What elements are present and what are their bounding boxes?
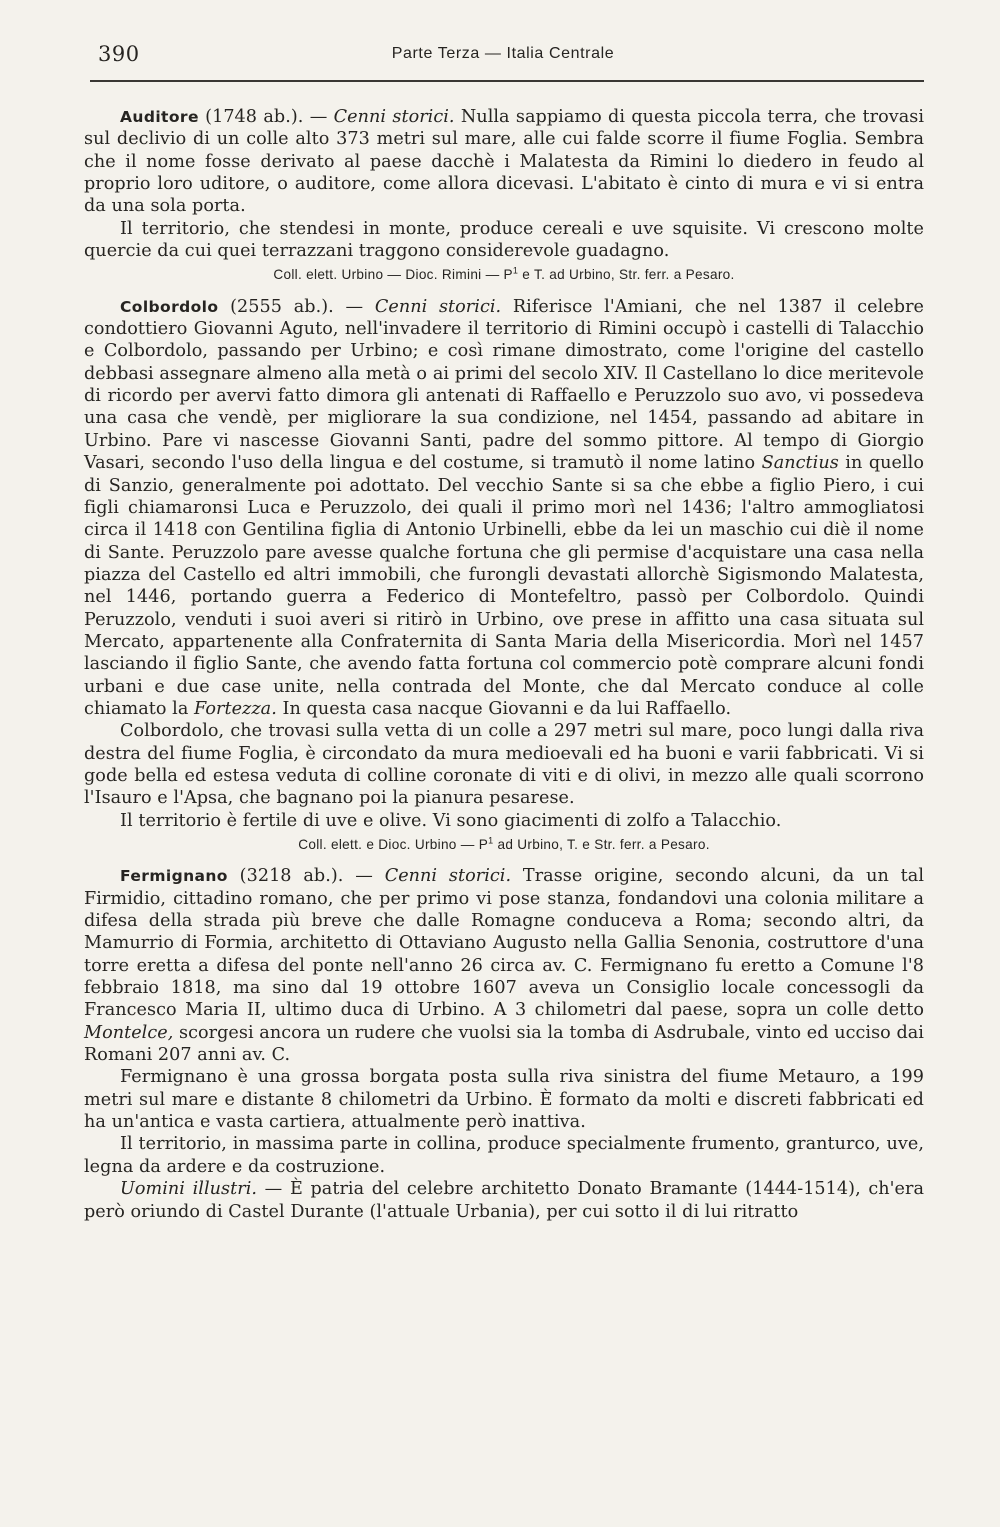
paragraph: Colbordolo, che trovasi sulla vetta di un colle a 297 metri sul mare, poco lungi dalla riva destra del fiume Foglia, è circondato da mura medioevali ed ha buoni e varii fabbricati. Vi si gode bella ed estesa veduta di colline coronate di viti e di olivi, in mezzo alle quali scorrono l'Isauro e l'Apsa, che bagnano poi la pianura pesarese. — [84, 721, 924, 809]
italic-term: Fortezza. — [194, 698, 277, 719]
collegio-line — [84, 834, 924, 856]
paragraph: Fermignano è una grossa borgata posta sulla riva sinistra del fiume Metauro, a 199 metri sul mare e distante 8 chilometri da Urbino. È formato da molti e discreti fabbricati ed ha un'antica e vasta cartiera, attualmente però inattiva. — [84, 1067, 924, 1133]
paragraph: Il territorio è fertile di uve e olive. Vi sono giacimenti di zolfo a Talacchio. — [120, 810, 782, 831]
population: (1748 ab.). — — [198, 107, 334, 127]
collegio-text: Coll. elett. Urbino — Dioc. Rimini — P — [273, 267, 513, 283]
paragraph-text: scorgesi ancora un rudere che vuolsi sia la tomba di Asdrubale, vinto ed ucciso dai Romani 207 anni av. C. — [84, 1022, 924, 1066]
entry-name: Auditore — [120, 108, 199, 126]
paragraph — [84, 1178, 924, 1223]
running-title: Parte Terza — Italia Centrale — [391, 45, 615, 62]
paragraph-text: In questa casa nacque Giovanni e da lui Raffaello. — [276, 698, 732, 719]
section-heading: Uomini illustri. — [120, 1179, 258, 1200]
page-number: 390 — [98, 42, 140, 66]
entry-name: Fermignano — [120, 867, 228, 886]
paragraph-text: Nulla sappiamo di questa piccola terra, che trovasi sul declivio di un colle alto 373 metri sul mare, alle cui falde scorre il fiume Foglia. Sembra che il nome fosse derivato al paese dacchè i Malatesta da Rimini lo diedero in feudo al proprio loro uditore, o auditore, come allora dicevasi. L'abitato è cinto di mura e vi si entra da una sola porta. — [84, 107, 925, 217]
superscript: 1 — [512, 265, 519, 276]
entry-fermignano — [84, 865, 924, 1223]
header-rule — [90, 80, 924, 82]
running-head — [84, 36, 922, 76]
population: (3218 ab.). — — [227, 866, 385, 887]
paragraph — [84, 865, 924, 1066]
collegio-text: ad Urbino, T. e Str. ferr. a Pesaro. — [493, 837, 710, 852]
section-heading: Cenni storici. — [384, 866, 512, 887]
paragraph-text: in quello di Sanzio, generalmente poi adottato. Del vecchio Sante si sa che ebbe a figlio Piero, i cui figli chiamaronsi Luca e Peruzzolo, dei quali il primo morì nel 1436; l'altro ammogliatosi circa il 1418 con Gentilina figlia di Antonio Urbinelli, ebbe da lei un maschio cui diè il nome di Sante. Peruzzolo pare avesse qualche fortuna che gli permise d'acquistare una casa nella piazza del Castello ed altri immobili, che furongli devastati allorchè Sigismondo Malatesta, nel 1446, portando guerra a Federico di Montefeltro, passò per Colbordolo. Quindi Peruzzolo, venduti i suoi averi si ritirò in Urbino, ove prese in affitto una casa situata sul Mercato, appartenente alla Confraternita di Santa Maria della Misericordia. Morì nel 1457 lasciando il figlio Sante, che avendo fatta fortuna col commercio potè comprare alcuni fondi urbani e due case unite, nella contrada del Monte, che dal Mercato conduce al colle chiamato la — [84, 453, 924, 719]
section-heading: Cenni storici. — [333, 107, 455, 127]
paragraph-text: Trasse origine, secondo alcuni, da un tal Firmidio, cittadino romano, che per primo vi pose stanza, fondandovi una colonia militare a difesa della strada più breve che dalle Romagne conduceva a Roma; secondo altri, da Mamurrio di Formia, architetto di Ottaviano Augusto nella Gallia Senonia, costruttore d'una torre eretta a difesa del ponte nell'anno 26 circa av. C. Fermignano fu eretto a Comune l'8 febbraio 1818, ma sino dal 19 ottobre 1607 aveva un Consiglio locale concessogli da Francesco Maria II, ultimo duca di Urbino. A 3 chilometri dal paese, sopra un colle detto — [84, 866, 925, 1021]
page-body — [84, 106, 924, 1223]
population: (2555 ab.). — — [218, 296, 375, 317]
italic-term: Montelce, — [84, 1022, 174, 1043]
paragraph — [84, 106, 924, 218]
entry-auditore — [84, 106, 924, 287]
entry-name: Colbordolo — [120, 297, 219, 316]
section-heading: Cenni storici. — [374, 296, 502, 317]
superscript: 1 — [488, 835, 494, 846]
collegio-text: Coll. elett. e Dioc. Urbino — P — [298, 837, 489, 852]
collegio-text: e T. ad Urbino, Str. ferr. a Pesaro. — [518, 267, 735, 283]
paragraph: Il territorio, che stendesi in monte, produce cereali e uve squisite. Vi crescono molte quercie da cui quei terrazzani traggono considerevole guadagno. — [84, 218, 924, 262]
collegio-line — [84, 264, 924, 286]
paragraph: Il territorio, in massima parte in collina, produce specialmente frumento, granturco, uve, legna da ardere e da costruzione. — [84, 1134, 924, 1177]
paragraph — [84, 296, 924, 721]
italic-term: Sanctius — [761, 453, 839, 474]
paragraph-text: — È patria del celebre architetto Donato Bramante (1444-1514), ch'era però oriundo di Castel Durante (l'attuale Urbania), per cui sotto il di lui ritratto — [84, 1179, 924, 1222]
entry-colbordolo — [84, 296, 924, 857]
paragraph-text: Riferisce l'Amiani, che nel 1387 il celebre condottiero Giovanni Aguto, nell'invadere il territorio di Rimini occupò i castelli di Talacchio e Colbordolo, passando per Urbino; e così rimane dimostrato, come l'origine del castello debbasi assegnare almeno alla metà o ai primi del secolo XIV. Il Castellano lo dice meritevole di ricordo per avervi fatto dimora gli antenati di Raffaello e Peruzzolo suo avo, vi possedeva una casa che vendè, per migliorare la sua condizione, nel 1454, passando ad abitare in Urbino. Pare vi nascesse Giovanni Santi, padre del sommo pittore. Al tempo di Giorgio Vasari, secondo l'uso della lingua e del costume, si tramutò il nome latino — [84, 296, 924, 474]
